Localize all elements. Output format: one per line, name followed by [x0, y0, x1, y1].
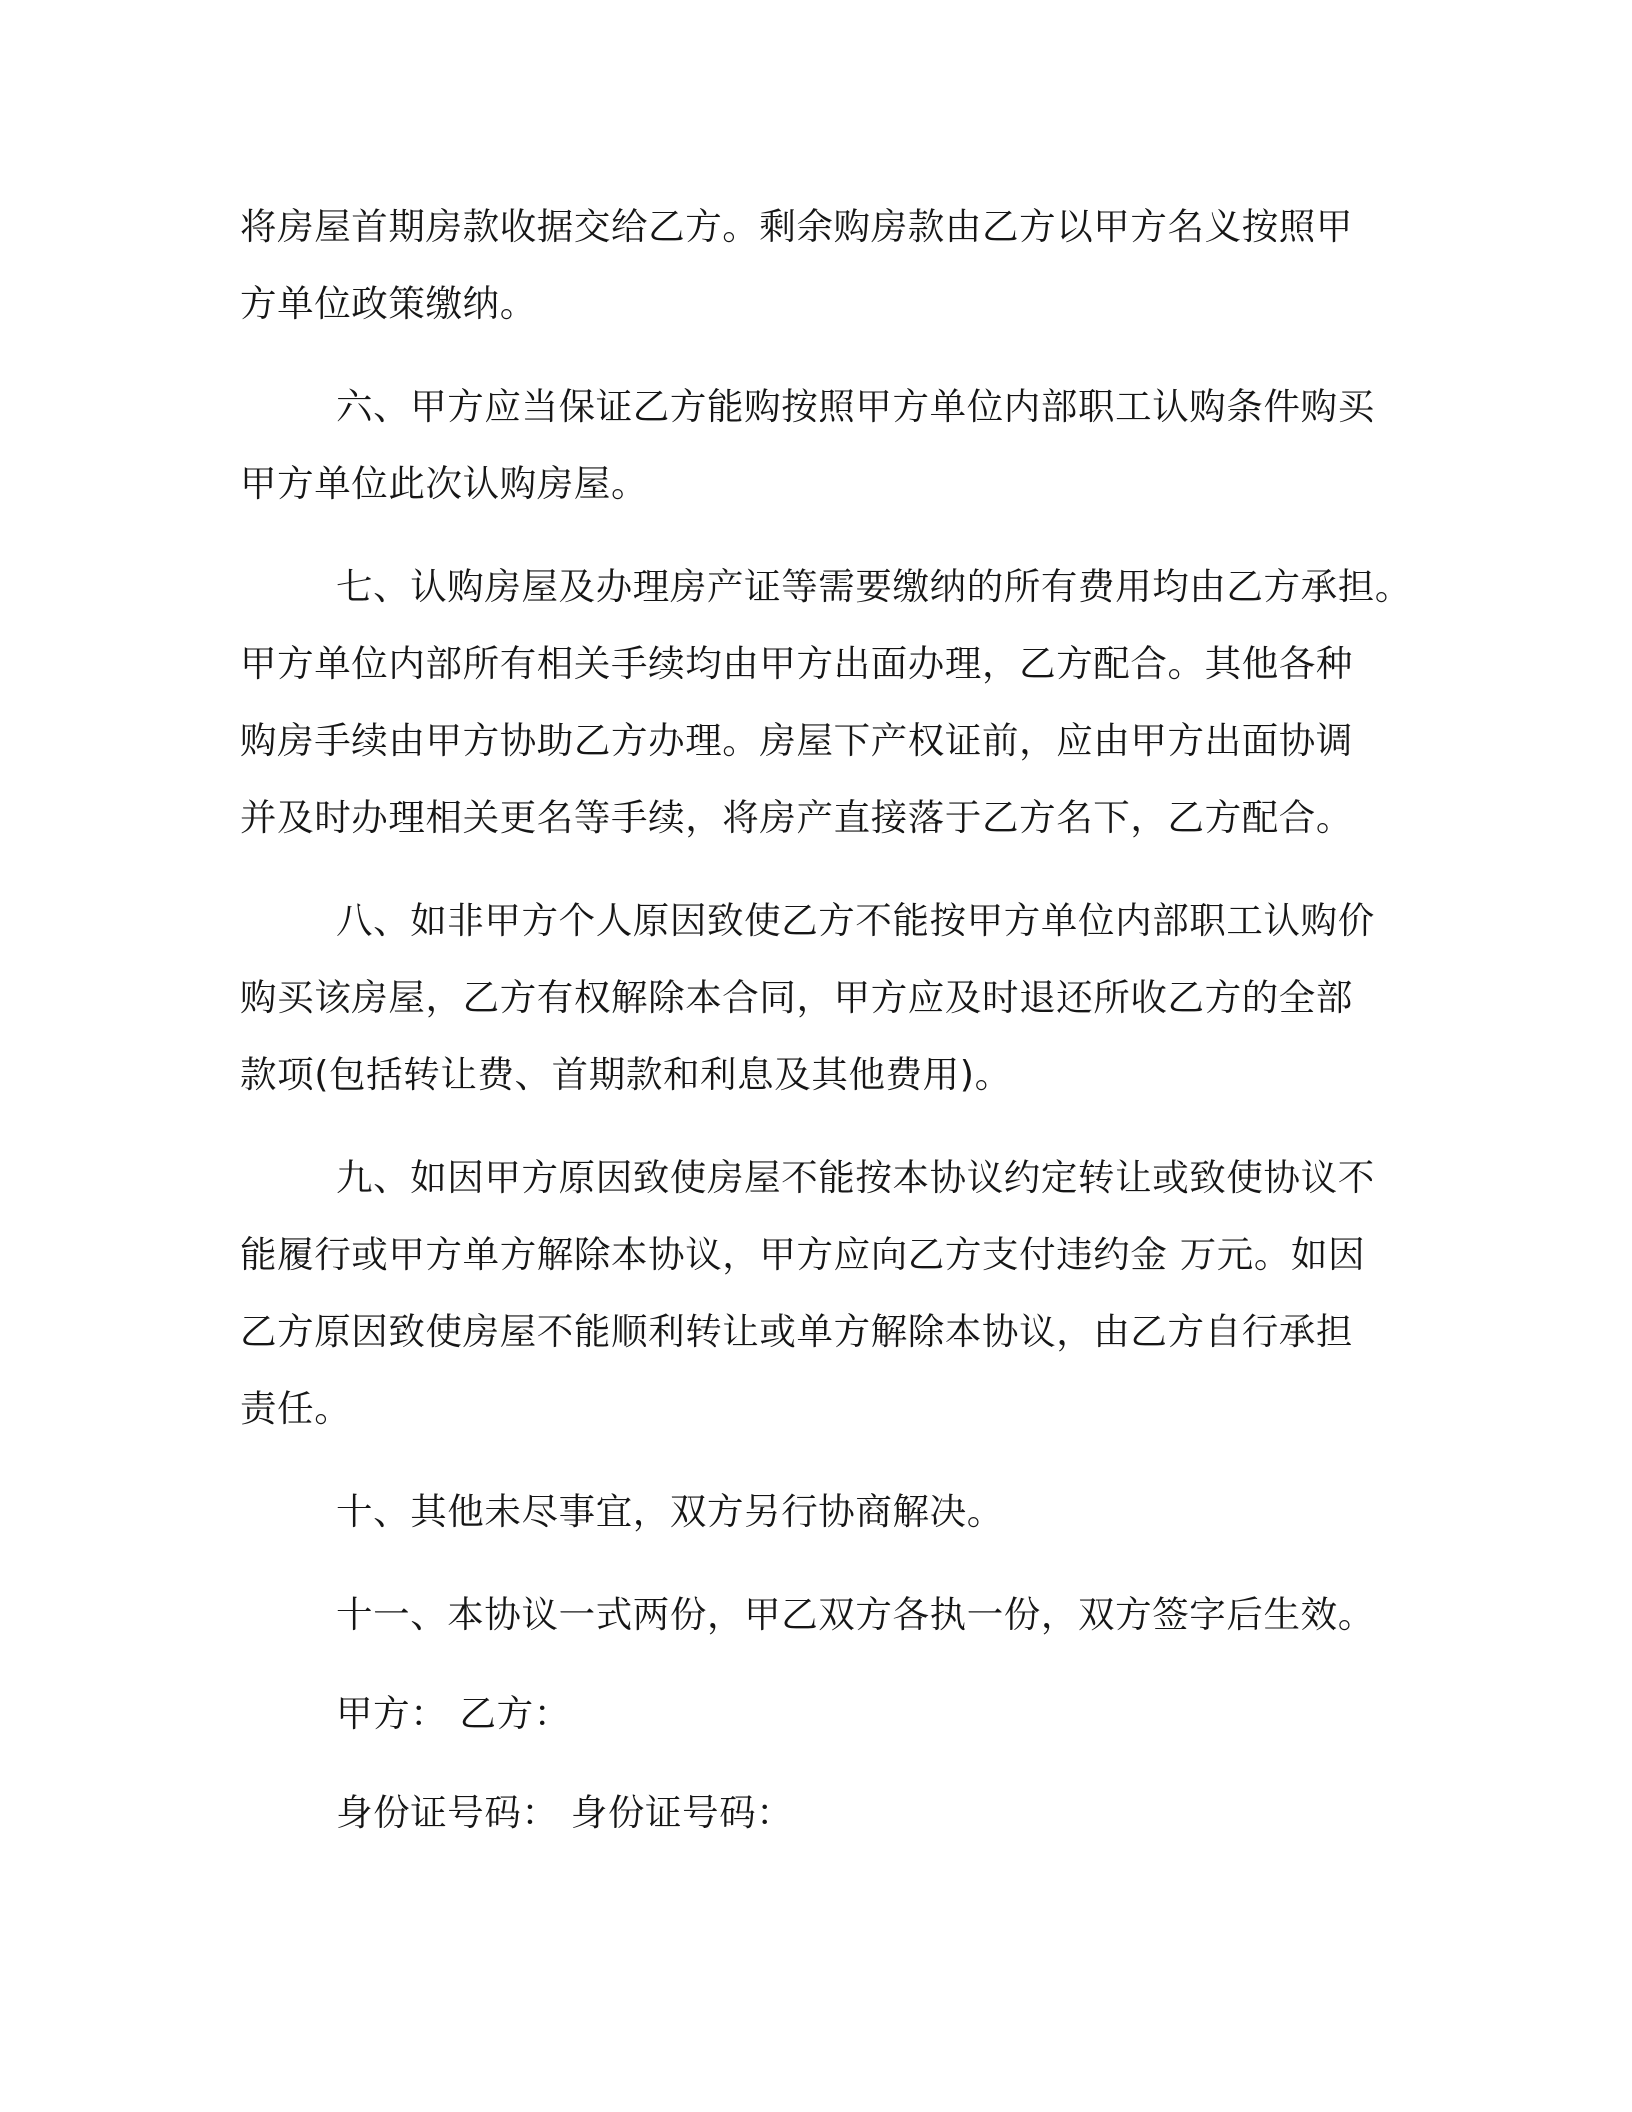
text-line: 十一、本协议一式两份，甲乙双方各执一份，双方签字后生效。	[336, 1593, 1375, 1636]
document-body	[240, 188, 1412, 1851]
paragraph-6	[240, 368, 1400, 522]
text-line: 并及时办理相关更名等手续，将房产直接落于乙方名下，乙方配合。	[240, 796, 1353, 839]
signature-block	[240, 1675, 1400, 1851]
signature-parties: 甲方： 乙方：	[336, 1692, 571, 1735]
paragraph-9	[240, 1139, 1400, 1447]
text-line: 七、认购房屋及办理房产证等需要缴纳的所有费用均由乙方承担。	[336, 565, 1412, 608]
text-line: 责任。	[240, 1387, 352, 1430]
text-line: 九、如因甲方原因致使房屋不能按本协议约定转让或致使协议不	[336, 1156, 1375, 1199]
text-line: 方单位政策缴纳。	[240, 282, 537, 325]
signature-id-numbers: 身份证号码： 身份证号码：	[336, 1791, 794, 1834]
text-line: 将房屋首期房款收据交给乙方。剩余购房款由乙方以甲方名义按照甲	[240, 205, 1353, 248]
text-line: 甲方单位内部所有相关手续均由甲方出面办理，乙方配合。其他各种	[240, 642, 1353, 685]
text-line: 乙方原因致使房屋不能顺利转让或单方解除本协议，由乙方自行承担	[240, 1310, 1353, 1353]
text-line: 八、如非甲方个人原因致使乙方不能按甲方单位内部职工认购价	[336, 899, 1375, 942]
text-line: 款项(包括转让费、首期款和利息及其他费用)。	[240, 1053, 1012, 1096]
text-line: 十、其他未尽事宜，双方另行协商解决。	[336, 1490, 1004, 1533]
text-line: 购买该房屋，乙方有权解除本合同，甲方应及时退还所收乙方的全部	[240, 976, 1353, 1019]
text-line: 能履行或甲方单方解除本协议，甲方应向乙方支付违约金 万元。如因	[240, 1233, 1366, 1276]
paragraph-11	[240, 1576, 1400, 1653]
text-line: 六、甲方应当保证乙方能购按照甲方单位内部职工认购条件购买	[336, 385, 1375, 428]
paragraph-8	[240, 882, 1400, 1113]
text-line: 甲方单位此次认购房屋。	[240, 462, 649, 505]
paragraph-7	[240, 548, 1412, 856]
text-line: 购房手续由甲方协助乙方办理。房屋下产权证前，应由甲方出面协调	[240, 719, 1353, 762]
paragraph-5-continued	[240, 188, 1400, 342]
paragraph-10	[240, 1473, 1400, 1550]
